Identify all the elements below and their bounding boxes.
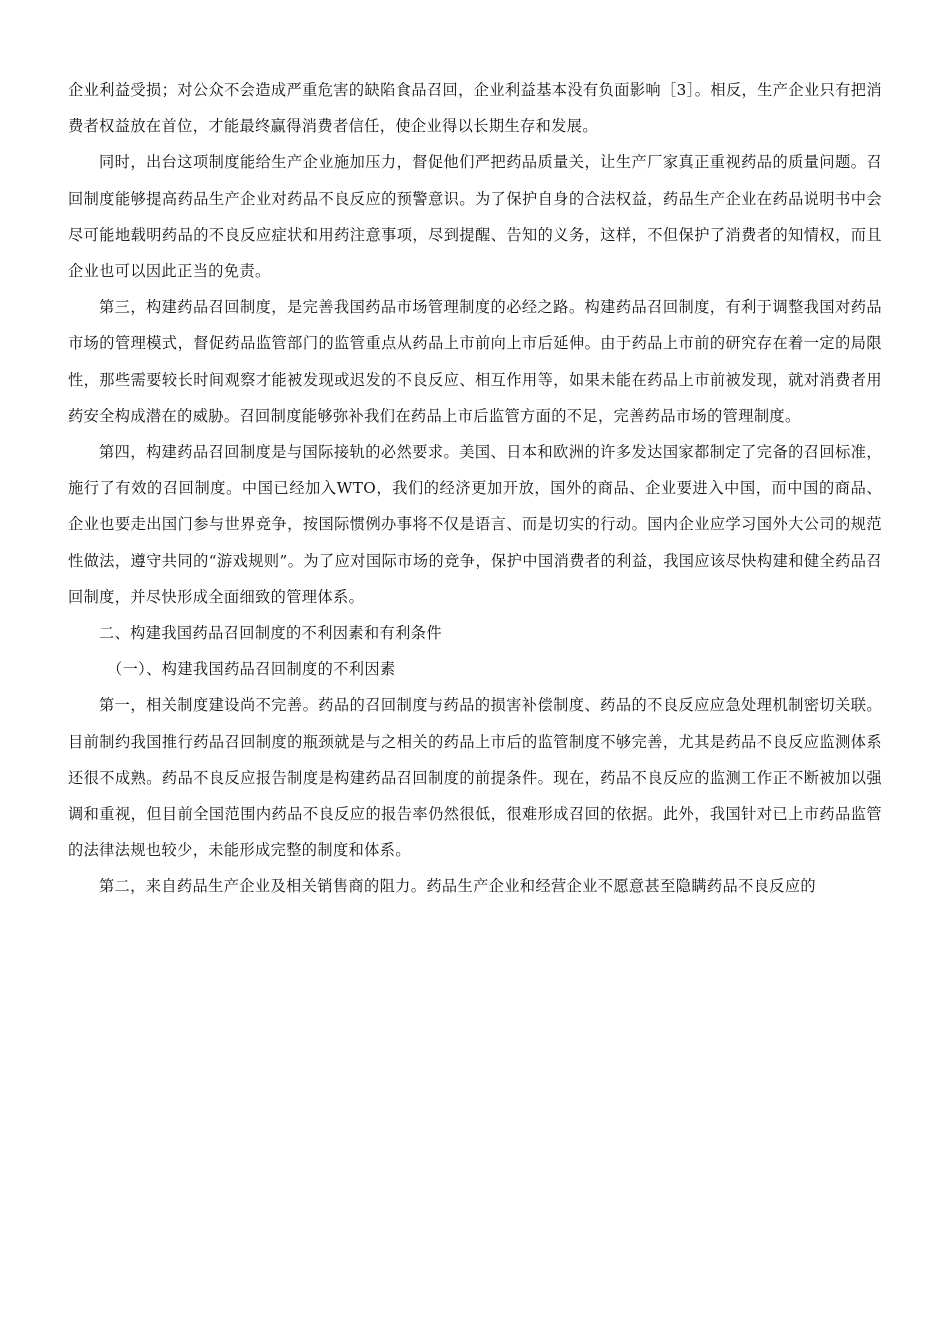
subsection-heading: （一）、构建我国药品召回制度的不利因素 (107, 660, 396, 679)
paragraph-5: 第一，相关制度建设尚不完善。药品的召回制度与药品的损害补偿制度、药品的不良反应应急处理机制密切关联。目前制约我国推行药品召回制度的瓶颈就是与之相关的药品上市后的监管制度不够完善，尤其是药品不良反应监测体系还很不成熟。药品不良反应报告制度是构建药品召回制度的前提条件。现在，药品不良反应的监测工作正不断被加以强调和重视，但目前全国范围内药品不良反应的报告率仍然很低，很难形成召回的依据。此外，我国针对已上市药品监管的法律法规也较少，未能形成完整的制度和体系。 (68, 696, 882, 860)
paragraph-4: 第四，构建药品召回制度是与国际接轨的必然要求。美国、日本和欧洲的许多发达国家都制定了完备的召回标准，施行了有效的召回制度。中国已经加入WTO，我们的经济更加开放，国外的商品、企业要进入中国，而中国的商品、企业也要走出国门参与世界竞争，按国际惯例办事将不仅是语言、而是切实的行动。国内企业应学习国外大公司的规范性做法，遵守共同的“游戏规则”。为了应对国际市场的竞争，保护中国消费者的利益，我国应该尽快构建和健全药品召回制度，并尽快形成全面细致的管理体系。 (68, 443, 882, 606)
section-heading: 二、构建我国药品召回制度的不利因素和有利条件 (99, 624, 442, 643)
paragraph-1: 企业利益受损；对公众不会造成严重危害的缺陷食品召回，企业利益基本没有负面影响［3］。相反，生产企业只有把消费者权益放在首位，才能最终赢得消费者信任，使企业得以长期生存和发展。 (68, 81, 882, 136)
document-page (68, 72, 882, 905)
paragraph-6: 第二，来自药品生产企业及相关销售商的阻力。药品生产企业和经营企业不愿意甚至隐瞒药品不良反应的 (99, 877, 817, 896)
paragraph-2: 同时，出台这项制度能给生产企业施加压力，督促他们严把药品质量关，让生产厂家真正重视药品的质量问题。召回制度能够提高药品生产企业对药品不良反应的预警意识。为了保护自身的合法权益，药品生产企业在药品说明书中会尽可能地载明药品的不良反应症状和用药注意事项，尽到提醒、告知的义务，这样，不但保护了消费者的知情权，而且企业也可以因此正当的免责。 (68, 153, 882, 281)
paragraph-3: 第三，构建药品召回制度，是完善我国药品市场管理制度的必经之路。构建药品召回制度，有利于调整我国对药品市场的管理模式，督促药品监管部门的监管重点从药品上市前向上市后延伸。由于药品上市前的研究存在着一定的局限性，那些需要较长时间观察才能被发现或迟发的不良反应、相互作用等，如果未能在药品上市前被发现，就对消费者用药安全构成潜在的威胁。召回制度能够弥补我们在药品上市后监管方面的不足，完善药品市场的管理制度。 (68, 298, 882, 425)
